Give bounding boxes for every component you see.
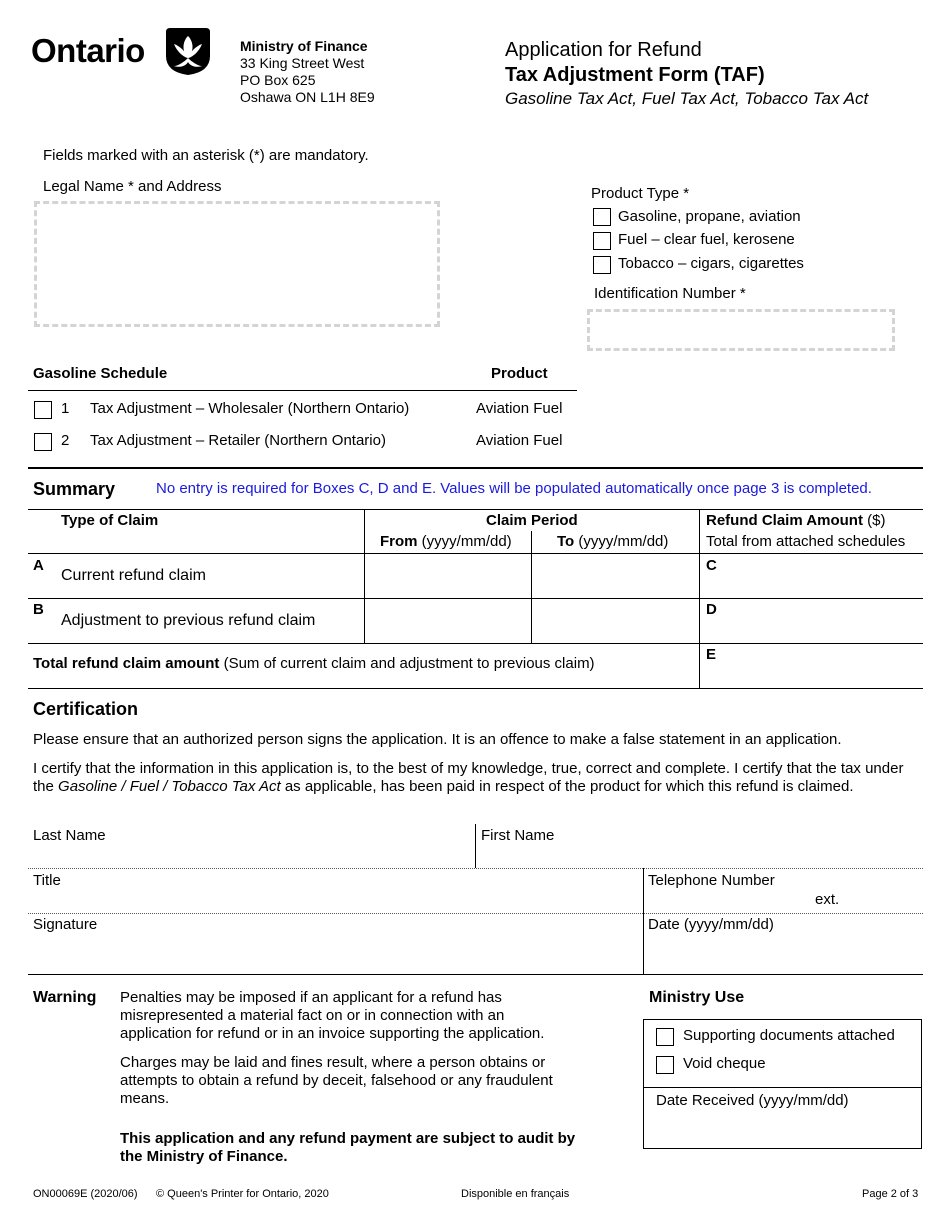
schedule-2-number: 2 — [61, 432, 70, 449]
last-name-label: Last Name — [33, 827, 106, 844]
address-line-3: Oshawa ON L1H 8E9 — [240, 89, 375, 105]
row-b-label: Adjustment to previous refund claim — [61, 612, 316, 629]
signature-field[interactable] — [28, 936, 642, 974]
row-b-to-field[interactable] — [532, 599, 699, 643]
title-row-bottom — [28, 913, 923, 914]
form-title-1: Application for Refund — [505, 39, 702, 61]
certification-heading: Certification — [33, 699, 139, 719]
first-name-label: First Name — [481, 827, 555, 844]
box-d-field — [700, 599, 923, 643]
date-received-label: Date Received (yyyy/mm/dd) — [656, 1092, 849, 1109]
to-bold: To — [557, 533, 575, 550]
ontario-wordmark: Ontario — [31, 32, 145, 69]
date-field[interactable] — [644, 936, 923, 974]
french-version-note: Disponible en français — [461, 1188, 570, 1200]
extension-label: ext. — [815, 891, 840, 908]
total-description: (Sum of current claim and adjustment to previous claim) — [219, 655, 595, 672]
summary-top-rule — [28, 467, 923, 469]
schedule-1-description: Tax Adjustment – Wholesaler (Northern Ontario) — [90, 400, 410, 417]
legal-name-address-field[interactable] — [34, 201, 440, 327]
refund-unit: ($) — [862, 512, 886, 529]
product-type-checkbox-gasoline[interactable] — [593, 208, 611, 226]
form-title-2: Tax Adjustment Form (TAF) — [505, 64, 765, 86]
ministry-address — [240, 38, 375, 106]
schedule-1-product: Aviation Fuel — [476, 400, 563, 417]
refund-amount-subheading: Total from attached schedules — [706, 533, 906, 550]
warning-para-1: Penalties may be imposed if an applicant for a refund has misrepresented a material fact on or in connection with an application for refund or in an invoice supporting the application. — [120, 989, 545, 1042]
product-type-label: Product Type * — [591, 185, 690, 202]
identification-number-field[interactable] — [587, 309, 895, 351]
ministry-name: Ministry of Finance — [240, 38, 368, 54]
from-date-heading — [380, 533, 512, 551]
supporting-documents-checkbox[interactable] — [656, 1028, 674, 1046]
product-column-heading: Product — [491, 365, 548, 382]
address-line-1: 33 King Street West — [240, 55, 365, 71]
warning-heading: Warning — [33, 989, 97, 1006]
ministry-use-divider — [643, 1087, 922, 1088]
row-a-label: Current refund claim — [61, 567, 206, 584]
schedule-2-description: Tax Adjustment – Retailer (Northern Ontario) — [90, 432, 386, 449]
schedule-2-checkbox[interactable] — [34, 433, 52, 451]
total-bold: Total refund claim amount — [33, 655, 220, 672]
name-row-bottom — [28, 868, 923, 869]
refund-amount-heading — [706, 512, 885, 530]
identification-number-label: Identification Number * — [594, 285, 746, 302]
refund-bold: Refund Claim Amount — [706, 512, 863, 529]
product-type-option-gasoline: Gasoline, propane, aviation — [618, 208, 801, 225]
cert-text-2: as applicable, has been paid in respect of the product for which this refund is claimed. — [280, 778, 854, 795]
form-title-block — [505, 38, 868, 110]
summary-table-top — [28, 509, 923, 510]
certification-para-1: Please ensure that an authorized person signs the application. It is an offence to make a false statement in an application. — [33, 731, 842, 748]
box-e-label: E — [706, 646, 717, 663]
gasoline-schedule-heading: Gasoline Schedule — [33, 365, 168, 382]
summary-table-bottom — [28, 688, 923, 689]
total-refund-label — [33, 655, 595, 673]
gasoline-schedule-rule — [28, 390, 577, 391]
copyright: © Queen's Printer for Ontario, 2020 — [156, 1188, 329, 1200]
date-received-field[interactable] — [650, 1112, 915, 1144]
claim-period-heading: Claim Period — [486, 512, 578, 529]
trillium-icon — [164, 26, 212, 76]
box-e-field — [700, 644, 923, 688]
telephone-field[interactable] — [648, 891, 808, 911]
cert-text-act: Gasoline / Fuel / Tobacco Tax Act — [58, 778, 281, 795]
last-name-field[interactable] — [28, 846, 474, 868]
date-label: Date (yyyy/mm/dd) — [648, 916, 774, 933]
title-field[interactable] — [28, 891, 642, 913]
certification-bottom — [28, 974, 923, 975]
supporting-documents-label: Supporting documents attached — [683, 1027, 895, 1044]
product-type-checkbox-tobacco[interactable] — [593, 256, 611, 274]
void-cheque-checkbox[interactable] — [656, 1056, 674, 1074]
first-name-field[interactable] — [476, 846, 923, 868]
ontario-logo — [31, 26, 216, 76]
row-b-from-field[interactable] — [365, 599, 531, 643]
box-d-label: D — [706, 601, 717, 618]
product-type-option-tobacco: Tobacco – cigars, cigarettes — [618, 255, 804, 272]
box-c-label: C — [706, 557, 717, 574]
telephone-label: Telephone Number — [648, 872, 775, 889]
box-c-field — [700, 554, 923, 598]
title-label: Title — [33, 872, 61, 889]
type-of-claim-heading: Type of Claim — [61, 512, 159, 529]
schedule-1-checkbox[interactable] — [34, 401, 52, 419]
row-a-to-field[interactable] — [532, 554, 699, 598]
warning-para-3: This application and any refund payment are subject to audit by the Ministry of Finance. — [120, 1130, 576, 1165]
certification-para-2 — [33, 760, 913, 796]
mandatory-note: Fields marked with an asterisk (*) are mandatory. — [43, 147, 369, 164]
cert-text-1: I certify that the information in this application is, to the best of my knowledge, true, correct and complete. I certify that the tax under the — [33, 760, 904, 795]
row-a-letter: A — [33, 557, 44, 574]
schedule-2-product: Aviation Fuel — [476, 432, 563, 449]
product-type-option-fuel: Fuel – clear fuel, kerosene — [618, 231, 795, 248]
ministry-use-heading: Ministry Use — [649, 989, 745, 1006]
void-cheque-label: Void cheque — [683, 1055, 766, 1072]
to-date-heading — [557, 533, 668, 551]
from-format: (yyyy/mm/dd) — [417, 533, 512, 550]
signature-label: Signature — [33, 916, 98, 933]
row-b-letter: B — [33, 601, 44, 618]
row-a-from-field[interactable] — [365, 554, 531, 598]
legal-name-label: Legal Name * and Address — [43, 178, 222, 195]
form-title-3: Gasoline Tax Act, Fuel Tax Act, Tobacco Tax Act — [505, 89, 869, 108]
summary-heading: Summary — [33, 479, 116, 499]
summary-note: No entry is required for Boxes C, D and E. Values will be populated automatically once page 3 is completed. — [156, 480, 872, 497]
page-number: Page 2 of 3 — [862, 1188, 919, 1200]
address-line-2: PO Box 625 — [240, 72, 316, 88]
warning-para-2: Charges may be laid and fines result, where a person obtains or attempts to obtain a refund by deceit, falsehood or any fraudulent means. — [120, 1054, 553, 1107]
from-bold: From — [380, 533, 418, 550]
form-code: ON00069E (2020/06) — [33, 1188, 138, 1200]
product-type-checkbox-fuel[interactable] — [593, 232, 611, 250]
schedule-1-number: 1 — [61, 400, 70, 417]
to-format: (yyyy/mm/dd) — [574, 533, 669, 550]
